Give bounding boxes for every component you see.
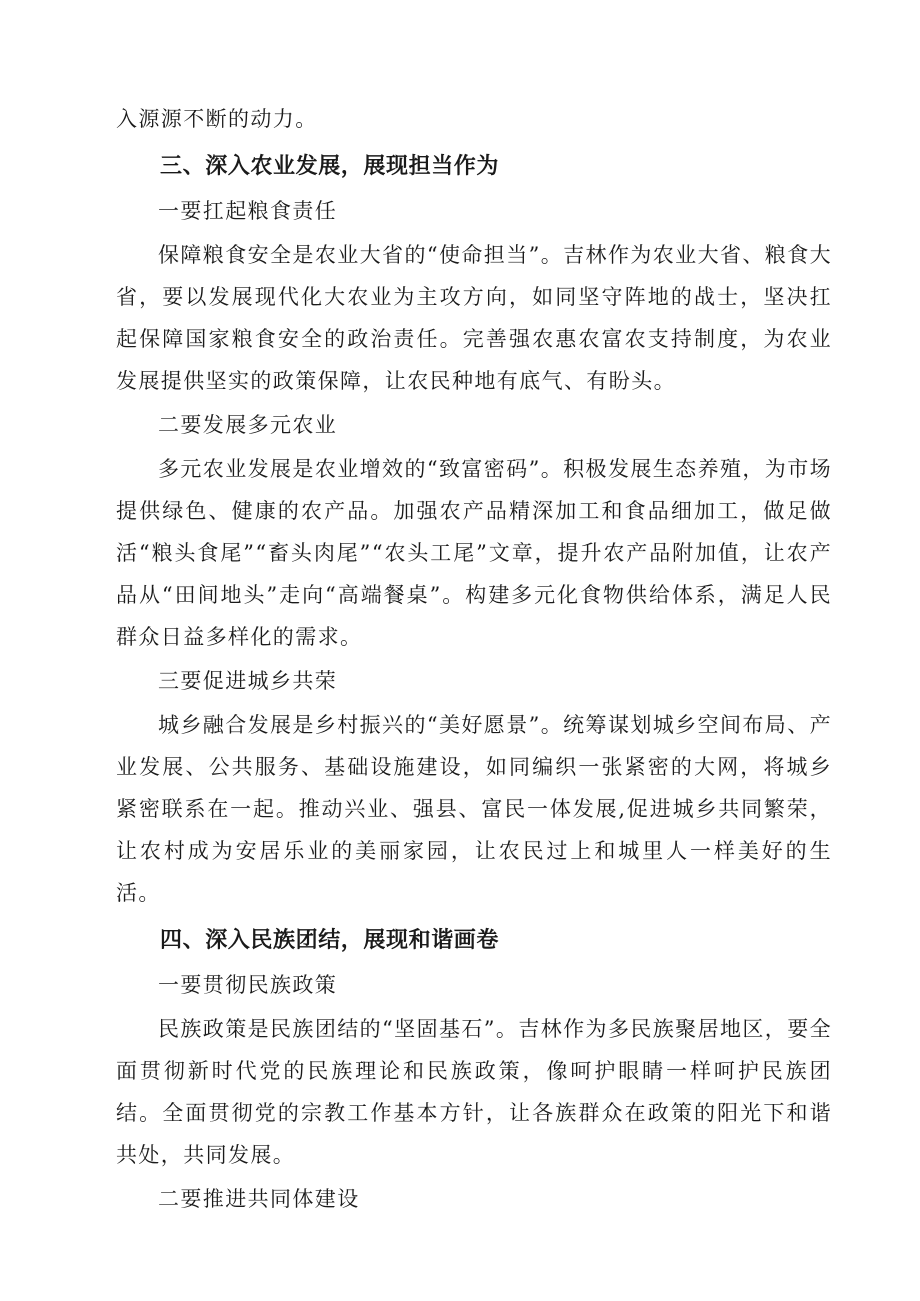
section-heading-3: 三、深入农业发展，展现担当作为 — [160, 154, 500, 179]
document-body — [116, 98, 832, 1222]
paragraph-diverse-agriculture: 多元农业发展是农业增效的“致富密码”。积极发展生态养殖，为市场提供绿色、健康的农产品。加强农产品精深加工和食品细加工，做足做活“粮头食尾”“畜头肉尾”“农头工尾”文章，提升农产品附加值，让农产品从“田间地头”走向“高端餐桌”。构建多元化食物供给体系，满足人民群众日益多样化的需求。 — [116, 457, 832, 649]
subheading-ethnic-policy: 一要贯彻民族政策 — [158, 973, 338, 997]
paragraph-continuation: 入源源不断的动力。 — [116, 107, 318, 131]
subheading-grain-responsibility: 一要扛起粮食责任 — [158, 199, 338, 223]
paragraph-ethnic-policy: 民族政策是民族团结的“坚固基石”。吉林作为多民族聚居地区，要全面贯彻新时代党的民族理论和民族政策，像呵护眼睛一样呵护民族团结。全面贯彻党的宗教工作基本方针，让各族群众在政策的阳光下和谐共处，共同发展。 — [116, 1017, 832, 1167]
subheading-diverse-agriculture: 二要发展多元农业 — [158, 413, 338, 437]
section-heading-4: 四、深入民族团结，展现和谐画卷 — [160, 928, 500, 953]
subheading-urban-rural: 三要促进城乡共荣 — [158, 669, 338, 693]
paragraph-grain-security: 保障粮食安全是农业大省的“使命担当”。吉林作为农业大省、粮食大省，要以发展现代化大农业为主攻方向，如同坚守阵地的战士，坚决扛起保障国家粮食安全的政治责任。完善强农惠农富农支持制度，为农业发展提供坚实的政策保障，让农民种地有底气、有盼头。 — [116, 243, 832, 393]
paragraph-urban-rural: 城乡融合发展是乡村振兴的“美好愿景”。统筹谋划城乡空间布局、产业发展、公共服务、基础设施建设，如同编织一张紧密的大网，将城乡紧密联系在一起。推动兴业、强县、富民一体发展,促进城乡共同繁荣，让农村成为安居乐业的美丽家园，让农民过上和城里人一样美好的生活。 — [116, 713, 832, 905]
subheading-community-building: 二要推进共同体建设 — [158, 1187, 360, 1211]
